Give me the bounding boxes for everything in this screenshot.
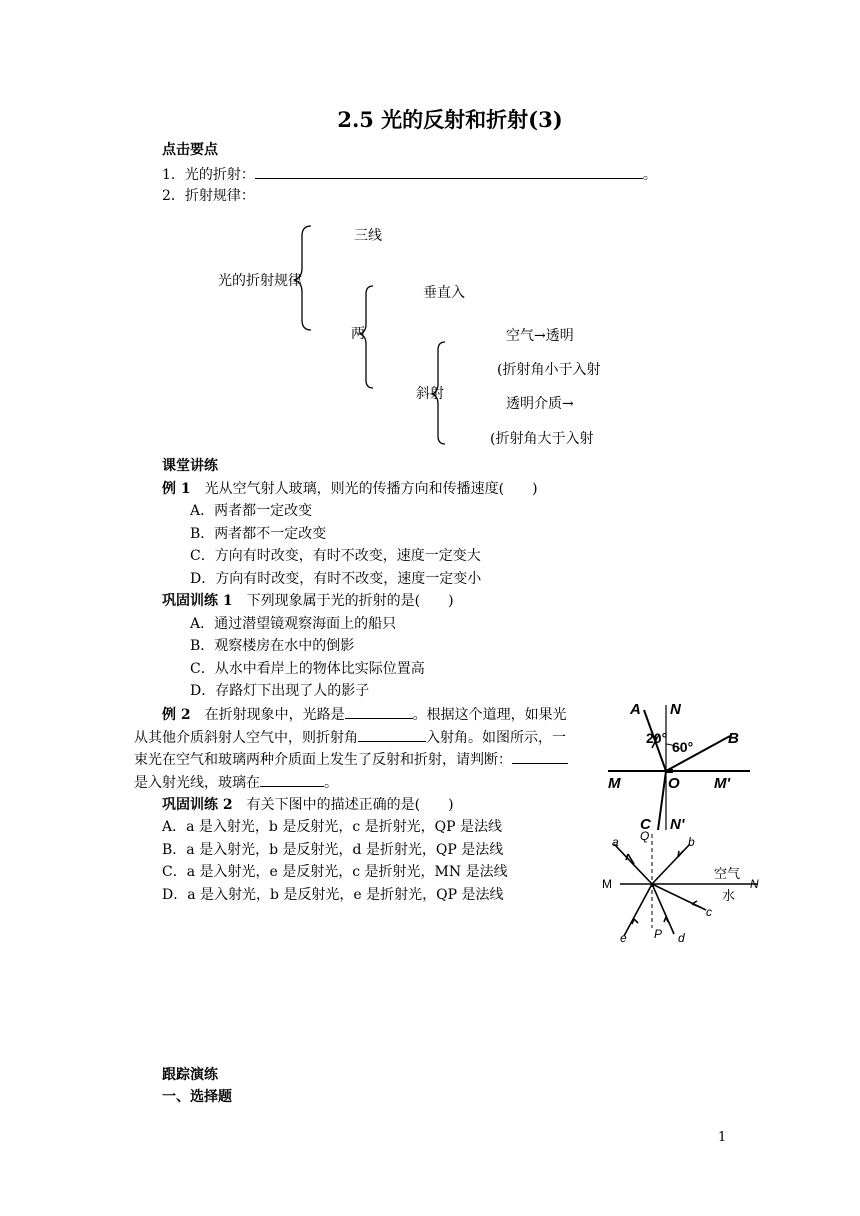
tree-root: 光的折射规律	[218, 273, 302, 289]
section-heading-class: 课堂讲练	[162, 458, 218, 474]
drill-2-question	[162, 795, 454, 815]
example-2-line-1	[162, 704, 567, 725]
ray-oc	[658, 771, 666, 830]
blank-incident-ray	[512, 749, 568, 764]
example-2-text-3: 束光在空气和玻璃两种介质面上发生了反射和折射，请判断：	[134, 752, 512, 768]
page-title: 2.5 光的反射和折射(3)	[337, 107, 563, 132]
example-2-text-1b: 。根据这个道理，如果光	[412, 707, 567, 723]
tree-sub-oblique: 斜射	[416, 386, 444, 402]
section-heading-practice: 跟踪演练	[162, 1067, 218, 1083]
blank-reversible	[345, 704, 413, 719]
example-2-text-4a: 是入射光线，玻璃在	[134, 775, 260, 791]
figure-reflection-refraction	[600, 700, 760, 833]
tree-leaf-air-to-transparent: 空气→透明	[506, 328, 574, 344]
tree-branch-two: 两	[351, 326, 365, 342]
ray-b	[652, 844, 690, 884]
example-1-text: 光从空气射人玻璃，则光的传播方向和传播速度( )	[204, 481, 538, 497]
blank-glass-side	[260, 772, 324, 787]
example-2-line-4	[134, 772, 338, 793]
label-m: M	[602, 877, 612, 891]
example-2-text-2a: 从其他介质斜射人空气中，则折射角	[134, 730, 358, 746]
example-2-text-2b: 入射角。如图所示，一	[426, 730, 566, 746]
tree-sub-perpendicular: 垂直入	[423, 285, 465, 301]
label-a: a	[612, 835, 619, 849]
example-2-line-2	[134, 727, 566, 748]
item1-label: 1．光的折射：	[162, 167, 255, 183]
tree-branch-three-lines: 三线	[354, 228, 382, 244]
item-refraction-law: 2．折射规律：	[162, 188, 255, 204]
blank-compare	[358, 727, 426, 742]
angle-60: 60°	[672, 739, 694, 755]
drill-1-option-c: C．从水中看岸上的物体比实际位置高	[190, 661, 425, 677]
tree-leaf-angle-smaller: (折射角小于入射	[497, 362, 601, 378]
drill-2-option-b: B．a 是入射光，b 是反射光，d 是折射光，QP 是法线	[162, 842, 504, 858]
label-n: N	[750, 877, 759, 891]
tree-leaf-angle-larger: (折射角大于入射	[490, 431, 594, 447]
drill-1-option-a: A．通过潜望镜观察海面上的船只	[190, 616, 397, 632]
angle-20: 20°	[646, 730, 668, 746]
label-e: e	[620, 931, 627, 945]
ray-a	[614, 844, 652, 884]
label-p: P	[654, 927, 663, 941]
drill-1-label: 巩固训练 1	[162, 593, 233, 609]
drill-1-option-b: B．观察楼房在水中的倒影	[190, 638, 355, 654]
arrow-b	[678, 851, 683, 857]
tree-leaf-transparent-medium: 透明介质→	[506, 396, 574, 412]
label-d: d	[678, 931, 685, 945]
label-n-prime: N'	[670, 816, 685, 833]
label-q: Q	[640, 829, 650, 843]
label-water: 水	[722, 888, 736, 903]
drill-1-question	[162, 591, 454, 611]
drill-1-option-d: D．存路灯下出现了人的影子	[190, 683, 370, 699]
example-2-label: 例 2	[162, 707, 191, 723]
example-1-option-d: D．方向有时改变，有时不改变，速度一定变小	[190, 571, 482, 587]
label-c: c	[706, 905, 712, 919]
example-2-text-4b: 。	[324, 775, 338, 791]
example-1-option-c: C．方向有时改变，有时不改变，速度一定变大	[190, 548, 481, 564]
label-b: b	[688, 835, 695, 849]
figure-air-water	[598, 824, 768, 948]
example-1-option-a: A．两者都一定改变	[190, 503, 313, 519]
drill-1-text: 下列现象属于光的折射的是( )	[246, 593, 454, 609]
ray-e	[624, 884, 652, 936]
example-2-line-3	[134, 749, 568, 770]
arrow-e	[632, 919, 638, 924]
example-1-question	[162, 479, 538, 499]
label-o: O	[668, 775, 680, 792]
drill-2-option-a: A．a 是入射光，b 是反射光，c 是折射光，QP 是法线	[162, 819, 502, 835]
page-number: 1	[718, 1130, 727, 1145]
example-2-text-1a: 在折射现象中，光路是	[204, 707, 345, 723]
label-b: B	[728, 730, 739, 747]
drill-2-option-d: D．a 是入射光，b 是反射光，e 是折射光，QP 是法线	[162, 887, 504, 903]
label-air: 空气	[714, 866, 741, 881]
drill-2-option-c: C．a 是入射光，e 是反射光，c 是折射光，MN 是法线	[162, 864, 508, 880]
drill-2-text: 有关下图中的描述正确的是( )	[246, 797, 454, 813]
arrow-c	[692, 901, 700, 907]
section-heading-key-points: 点击要点	[162, 142, 218, 158]
label-m: M	[608, 775, 621, 792]
section-subheading-choice: 一、选择题	[162, 1089, 232, 1105]
label-n: N	[670, 701, 681, 718]
label-a: A	[630, 701, 641, 718]
item1-end: 。	[642, 167, 657, 183]
example-1-label: 例 1	[162, 481, 191, 497]
label-m-prime: M'	[714, 775, 731, 792]
label-c: C	[640, 816, 651, 833]
example-1-option-b: B．两者都不一定改变	[190, 526, 327, 542]
drill-2-label: 巩固训练 2	[162, 797, 233, 813]
